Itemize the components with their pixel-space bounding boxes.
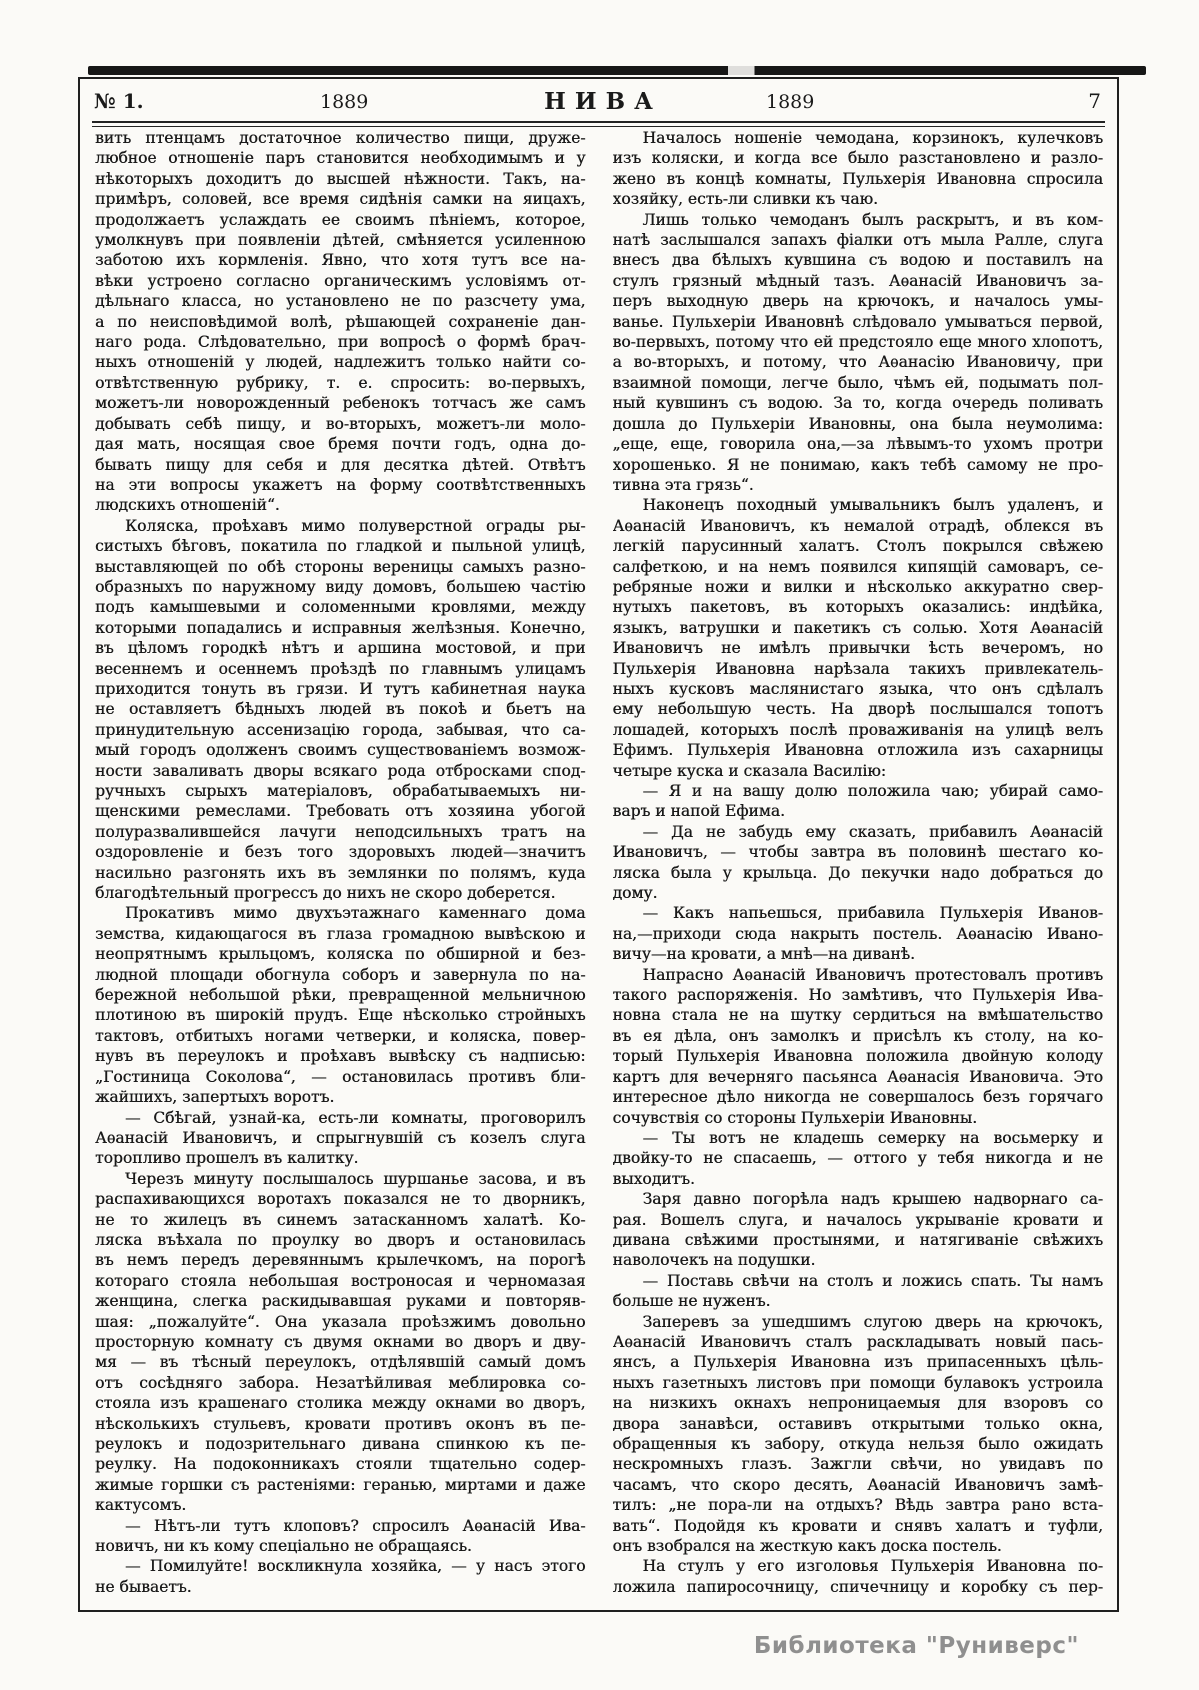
text-line: торопливо прошелъ въ калитку. [95,1149,359,1168]
text-line: Заперевъ за ушедшимъ слугою дверь на крючокъ, [642,1312,1103,1331]
text-line: картъ для вечерняго пасьянса Аѳанасія Ивановича. Это [612,1067,1103,1086]
paragraph [95,1169,586,1516]
text-line: наго рода. Слѣдовательно, при вопросѣ о формѣ брач- [95,333,586,352]
text-line: умолкнувъ при появленіи дѣтей, смѣняется усиленною [95,231,586,250]
text-line: вить птенцамъ достаточное количество пищи, друже- [95,129,586,147]
paragraph [95,128,586,516]
page-number: 7 [1088,89,1101,113]
text-columns [95,128,1103,1597]
text-line: Напрасно Аѳанасій Ивановичъ протестовалъ противъ [642,965,1103,984]
text-line: бывать пищу для себя и для десятка дѣтей. Отвѣтъ [95,455,586,474]
library-watermark: Библиотека "Руниверс" [753,1633,1079,1659]
text-line: янсъ, а Пульхерія Ивановна изъ припасенныхъ цѣль- [612,1353,1103,1372]
text-line: — Я и на вашу долю положила чаю; убирай само- [642,782,1103,800]
text-line: ванье. Пульхеріи Ивановнѣ слѣдовало умываться первой, [612,312,1103,331]
text-line: жайшихъ, запертыхъ воротъ. [95,1088,335,1107]
text-line: ручныхъ сырыхъ матеріаловъ, обрабатываемыхъ ни- [95,782,586,800]
text-line: заботою ихъ кормленія. Явно, что хотя тутъ все на- [95,251,586,270]
text-line: Заря давно погорѣла надъ крышею надворнаго са- [642,1190,1103,1209]
paragraph [95,1108,586,1169]
text-line: — Да не забудь ему сказать, прибавилъ Аѳанасій [642,822,1103,841]
text-line: лошадей, которыхъ послѣ проваживанія на улицѣ велъ [612,720,1103,739]
text-line: земства, кидающагося въ глаза громадною вывѣскою и [95,924,586,943]
text-line: рая. Вошелъ слуга, и началось укрываніе кровати и [612,1210,1103,1229]
text-line: Ивановичъ, — чтобы завтра въ половинѣ шестаго ко- [612,843,1103,862]
page-frame [78,77,1119,1612]
text-line: стулъ грязный мѣдный тазъ. Аѳанасій Ивановичъ за- [612,271,1103,290]
text-line: дошла до Пульхеріи Ивановны, она была неумолима: [612,414,1103,433]
text-line: шая: „пожалуйте“. Она указала проѣзжимъ довольно [95,1312,586,1331]
text-line: часамъ, что скоро десять, Аѳанасій Ивановичъ замѣ- [612,1475,1103,1494]
text-line: а по неисповѣдимой волѣ, рѣшающей сохраненіе дан- [95,312,586,331]
text-line: ребряные ножи и вилки и нѣсколько аккуратно свер- [612,577,1103,596]
text-line: жено въ концѣ комнаты, Пульхерія Ивановна спросила [612,169,1103,188]
text-line: отъ сосѣдняго забора. Незатѣйливая меблировка со- [95,1373,586,1392]
text-line: На стулъ у его изголовья Пульхерія Ивановна по- [642,1557,1103,1576]
text-line: на,—приходи сюда накрыть постель. Аѳанасію Ивано- [612,924,1103,943]
year-right: 1889 [766,91,815,113]
text-line: плотиною въ широкій прудъ. Еще нѣсколько стройныхъ [95,1006,586,1025]
text-line: хозяйку, есть-ли сливки къ чаю. [612,190,878,209]
paragraph [613,1189,1104,1271]
text-line: систыхъ бѣговъ, покатила по гладкой и пыльной улицѣ, [95,537,586,556]
text-line: вичу—на кровати, а мнѣ—на диванѣ. [612,945,915,964]
text-line: жимые горшки съ растеніями: геранью, миртами и даже [95,1475,586,1494]
text-line: дивана свѣжими простынями, и натягиваніе свѣжихъ [612,1230,1103,1249]
text-line: оздоровленіе и безъ того здоровыхъ людей—значитъ [95,843,586,862]
text-line: выставляющей по обѣ стороны вереницы самыхъ разно- [95,557,586,576]
text-line: Пульхерія Ивановна нарѣзала такихъ привлекатель- [612,659,1103,678]
text-line: салфеткою, и на немъ появился кипящій самоваръ, се- [612,557,1103,576]
text-line: котораго стояла небольшая востроносая и черномазая [95,1271,586,1290]
text-line: реулокъ и подозрительнаго дивана спинкою къ пе- [95,1435,586,1453]
text-line: ляска въѣхала по проулку во дворъ и остановилась [95,1230,586,1249]
text-line: ныхъ кусковъ маслянистаго языка, что онъ сдѣлалъ [612,679,1103,698]
paragraph [613,1556,1104,1597]
paragraph [95,1516,586,1557]
text-line: тилъ: „не пора-ли на отдыхъ? Вѣдь завтра рано вста- [612,1496,1103,1515]
text-line: новичъ, ни къ кому спеціально не обращаясь. [95,1537,472,1556]
text-line: людскихъ отношеній“. [95,496,280,515]
text-line: больше не нуженъ. [612,1292,771,1311]
text-line: Наконецъ походный умывальникъ былъ удаленъ, и [642,496,1103,515]
text-line: сочувствія со стороны Пульхеріи Ивановны. [612,1108,978,1127]
text-line: изъ коляски, и когда все было разстановлено и разло- [612,149,1103,168]
text-line: весеннемъ и осеннемъ проѣздѣ по главнымъ улицамъ [95,659,586,678]
text-line: Прокативъ мимо двухъэтажнаго каменнаго дома [125,904,586,923]
paragraph [613,903,1104,964]
text-line: отвѣтственную рубрику, т. е. спросить: во-первыхъ, [95,373,586,392]
text-line: — Поставь свѣчи на столъ и ложись спать. Ты намъ [642,1271,1103,1290]
text-line: ныхъ отношеній у людей, надлежитъ только найти со- [95,353,586,372]
text-line: принудительную ассенизацію города, забывая, что са- [95,720,586,739]
text-line: тивна эта грязь“. [612,475,754,494]
text-line: ныхъ газетныхъ листовъ при помощи булавокъ устроила [612,1373,1103,1392]
text-line: вать“. Подойдя къ кровати и снявъ халатъ и туфли, [612,1516,1103,1535]
text-line: ляска была у крыльца. До пекучки надо добраться до [612,863,1103,882]
text-line: ности заваливать дворы всякаго рода отбросками спод- [95,761,586,780]
text-line: насильно разгонять ихъ въ землянки по полямъ, куда [95,863,586,882]
text-line: „еще, еще, говорила она,—за лѣвымъ-то ухомъ протри [612,435,1103,454]
text-line: ложила папиросочницу, спичечницу и коробку съ пер- [612,1577,1103,1596]
text-line: Ефимъ. Пульхерія Ивановна отложила изъ сахарницы [612,741,1103,760]
text-line: четыре куска и сказала Василію: [612,761,886,780]
text-line: не бываетъ. [95,1577,192,1596]
text-line: въ немъ передъ деревяннымъ крылечкомъ, на порогѣ [95,1251,586,1270]
text-line: тактовъ, отбитыхъ ногами четверки, и коляска, повер- [95,1026,586,1045]
text-line: новна стала не на шутку сердиться на вмѣшательство [612,1006,1103,1025]
text-line: реулку. На подоконникахъ стояли тщательно содер- [95,1455,586,1474]
text-line: Коляска, проѣхавъ мимо полуверстной ограды ры- [125,516,586,535]
text-line: онъ взобрался на жесткую какъ доска постель. [612,1537,1002,1556]
text-line: такого распоряженія. Но замѣтивъ, что Пульхерія Ива- [612,986,1103,1005]
text-line: торый Пульхерія Ивановна положила двойную колоду [612,1047,1103,1066]
text-line: просторную комнату съ двумя окнами во дворъ и дву- [95,1332,586,1351]
text-line: взаимной помощи, легче было, чѣмъ ей, подымать пол- [612,373,1103,392]
text-line: — Ты вотъ не кладешь семерку на восьмерку и [642,1128,1103,1147]
text-line: людной площади обогнула соборъ и завернула по на- [95,965,586,984]
text-line: — Какъ напьешься, прибавила Пульхерія Иванов- [642,904,1103,923]
paragraph [613,210,1104,496]
text-line: двора занавѣси, оставивъ открытыми только окна, [612,1414,1103,1433]
text-line: нескромныхъ глазъ. Зажгли свѣчи, но увидавъ по [612,1455,1103,1474]
text-line: ный кувшинъ съ водою. За то, когда очередь поливать [612,394,1103,413]
text-line: дѣльнаго класса, но установлено не по разсчету ума, [95,292,586,311]
text-line: вѣки устроено согласно органическимъ условіямъ от- [95,271,586,290]
magazine-title: НИВА [544,88,662,115]
text-line: бережной небольшой рѣки, превращенной мельничною [95,986,586,1005]
text-line: интересное дѣло никогда не совершалось безъ горячаго [612,1088,1103,1107]
text-line: Аѳанасій Ивановичъ, и спрыгнувшій съ козелъ слуга [95,1128,586,1147]
text-line: внесъ два бѣлыхъ кувшина съ водою и поставилъ на [612,251,1103,270]
text-line: полуразвалившейся лачуги неподсильныхъ тратъ на [95,822,586,841]
text-line: Аѳанасій Ивановичъ сталъ раскладывать новый пась- [612,1332,1103,1351]
paragraph [95,516,586,904]
text-line: языкъ, ватрушки и пакетикъ съ солью. Хотя Аѳанасій [612,618,1103,637]
text-line: примѣръ, соловей, все время сидѣнія самки на яицахъ, [95,190,586,209]
text-line: не то жилецъ въ синемъ затасканномъ халатѣ. Ко- [95,1210,586,1229]
year-left: 1889 [320,91,369,113]
paragraph [613,822,1104,904]
text-line: а во-вторыхъ, и потому, что Аѳанасію Ивановичу, при [612,353,1103,372]
text-line: женщина, слегка раскидывавшая руками и повторяв- [95,1292,586,1311]
text-line: наволочекъ на подушки. [612,1251,816,1270]
paragraph [613,128,1104,210]
header-double-rule [92,121,1105,127]
text-line: — Сбѣгай, узнай-ка, есть-ли комнаты, проговорилъ [125,1108,586,1127]
text-line: Ивановичъ не имѣлъ привычки ѣсть вечеромъ, но [612,639,1103,658]
text-line: натѣ заслышался запахъ фіалки отъ мыла Ралле, слуга [612,231,1103,250]
text-line: нѣсколькихъ стульевъ, кровати противъ оконъ въ пе- [95,1414,586,1433]
text-line: въ ея дѣла, онъ замолкъ и присѣлъ къ столу, на ко- [612,1026,1103,1045]
text-line: Лишь только чемоданъ былъ раскрытъ, и въ ком- [642,210,1103,229]
text-line: нутыхъ пакетовъ, въ которыхъ оказались: индѣйка, [612,598,1103,617]
paragraph [613,965,1104,1128]
text-line: неопрятнымъ крыльцомъ, коляска по обширной и без- [95,945,586,964]
text-line: Аѳанасій Ивановичъ, къ немалой отрадѣ, облекся въ [612,516,1103,535]
text-line: перъ выходную дверь на крючокъ, и началось умы- [612,292,1103,311]
text-line: дая мать, носящая свое бремя почти годъ, одна до- [95,435,586,454]
column-left [95,128,586,1597]
text-line: любное отношеніе паръ становится необходимымъ и у [95,149,586,168]
text-line: нувъ въ переулокъ и проѣхавъ вывѣску съ надписью: [95,1047,586,1066]
text-line: на эти вопросы укажетъ на форму соотвѣтственныхъ [95,475,586,494]
text-line: мый городъ одолженъ своимъ существованіемъ возмож- [95,741,586,760]
paragraph [613,781,1104,822]
text-line: подъ камышевыми и соломенными кровлями, между [95,598,586,617]
text-line: Началось ношеніе чемодана, корзинокъ, кулечковъ [642,129,1103,147]
paragraph [613,1128,1104,1189]
paragraph [95,903,586,1107]
text-line: которыми попадались и исправныя желѣзныя. Конечно, [95,618,586,637]
text-line: кактусомъ. [95,1496,187,1515]
text-line: добывать себѣ пищу, и во-вторыхъ, можетъ-ли моло- [95,414,586,433]
text-line: выходитъ. [612,1169,695,1188]
text-line: щенскими ремеслами. Требовать отъ хозяина убогой [95,802,586,821]
text-line: образныхъ по наружному виду домовъ, большею частію [95,577,586,596]
text-line: во-первыхъ, потому что ей предстояло еще много хлопотъ, [612,333,1103,352]
page-header [80,79,1117,121]
text-line: легкій парусинный халатъ. Столъ покрылся свѣжею [612,537,1103,556]
text-line: ему небольшую честь. На дворѣ послышался топотъ [612,700,1103,719]
paragraph [613,495,1104,781]
text-line: распахивающихся воротахъ показался не то дворникъ, [95,1190,586,1209]
text-line: приходится тонуть въ грязи. И тутъ кабинетная наука [95,679,586,698]
column-right [613,128,1104,1597]
scan-top-edge-artifact [88,66,1146,75]
text-line: въ цѣломъ городкѣ нѣтъ и аршина мостовой, и при [95,639,586,658]
paragraph [613,1271,1104,1312]
text-line: хорошенько. Я не понимаю, какъ тебѣ самому не про- [612,455,1103,474]
text-line: продолжаетъ услаждать ее своимъ пѣніемъ, которое, [95,210,586,229]
text-line: „Гостиница Соколова“, — остановилась противъ бли- [95,1067,586,1086]
text-line: можетъ-ли новорожденный ребенокъ тотчасъ же самъ [95,394,586,413]
text-line: на низкихъ окнахъ непроницаемыя для взоровъ со [612,1394,1103,1413]
issue-number: № 1. [94,89,144,113]
text-line: Черезъ минуту послышалось шуршанье засова, и въ [125,1169,586,1188]
text-line: нѣкоторыхъ доходитъ до высшей нѣжности. Такъ, на- [95,169,586,188]
text-line: стояла изъ крашенаго столика между окнами во дворъ, [95,1394,586,1413]
paragraph [613,1312,1104,1557]
text-line: мя — въ тѣсный переулокъ, отдѣлявшій самый домъ [95,1353,586,1372]
text-line: — Нѣтъ-ли тутъ клоповъ? спросилъ Аѳанасій Ива- [125,1516,586,1535]
text-line: благодѣтельный прогрессъ до нихъ не скоро доберется. [95,884,556,903]
text-line: двойку-то не спасаешь, — оттого у тебя никогда и не [612,1149,1103,1168]
paragraph [95,1556,586,1597]
text-line: дому. [612,884,658,903]
text-line: не оставляетъ бѣдныхъ людей въ покоѣ и бьетъ на [95,700,586,719]
text-line: — Помилуйте! воскликнула хозяйка, — у насъ этого [125,1557,586,1576]
text-line: обращенныя къ забору, откуда нельзя было ожидать [612,1435,1103,1453]
text-line: варъ и напой Ефима. [612,802,785,821]
